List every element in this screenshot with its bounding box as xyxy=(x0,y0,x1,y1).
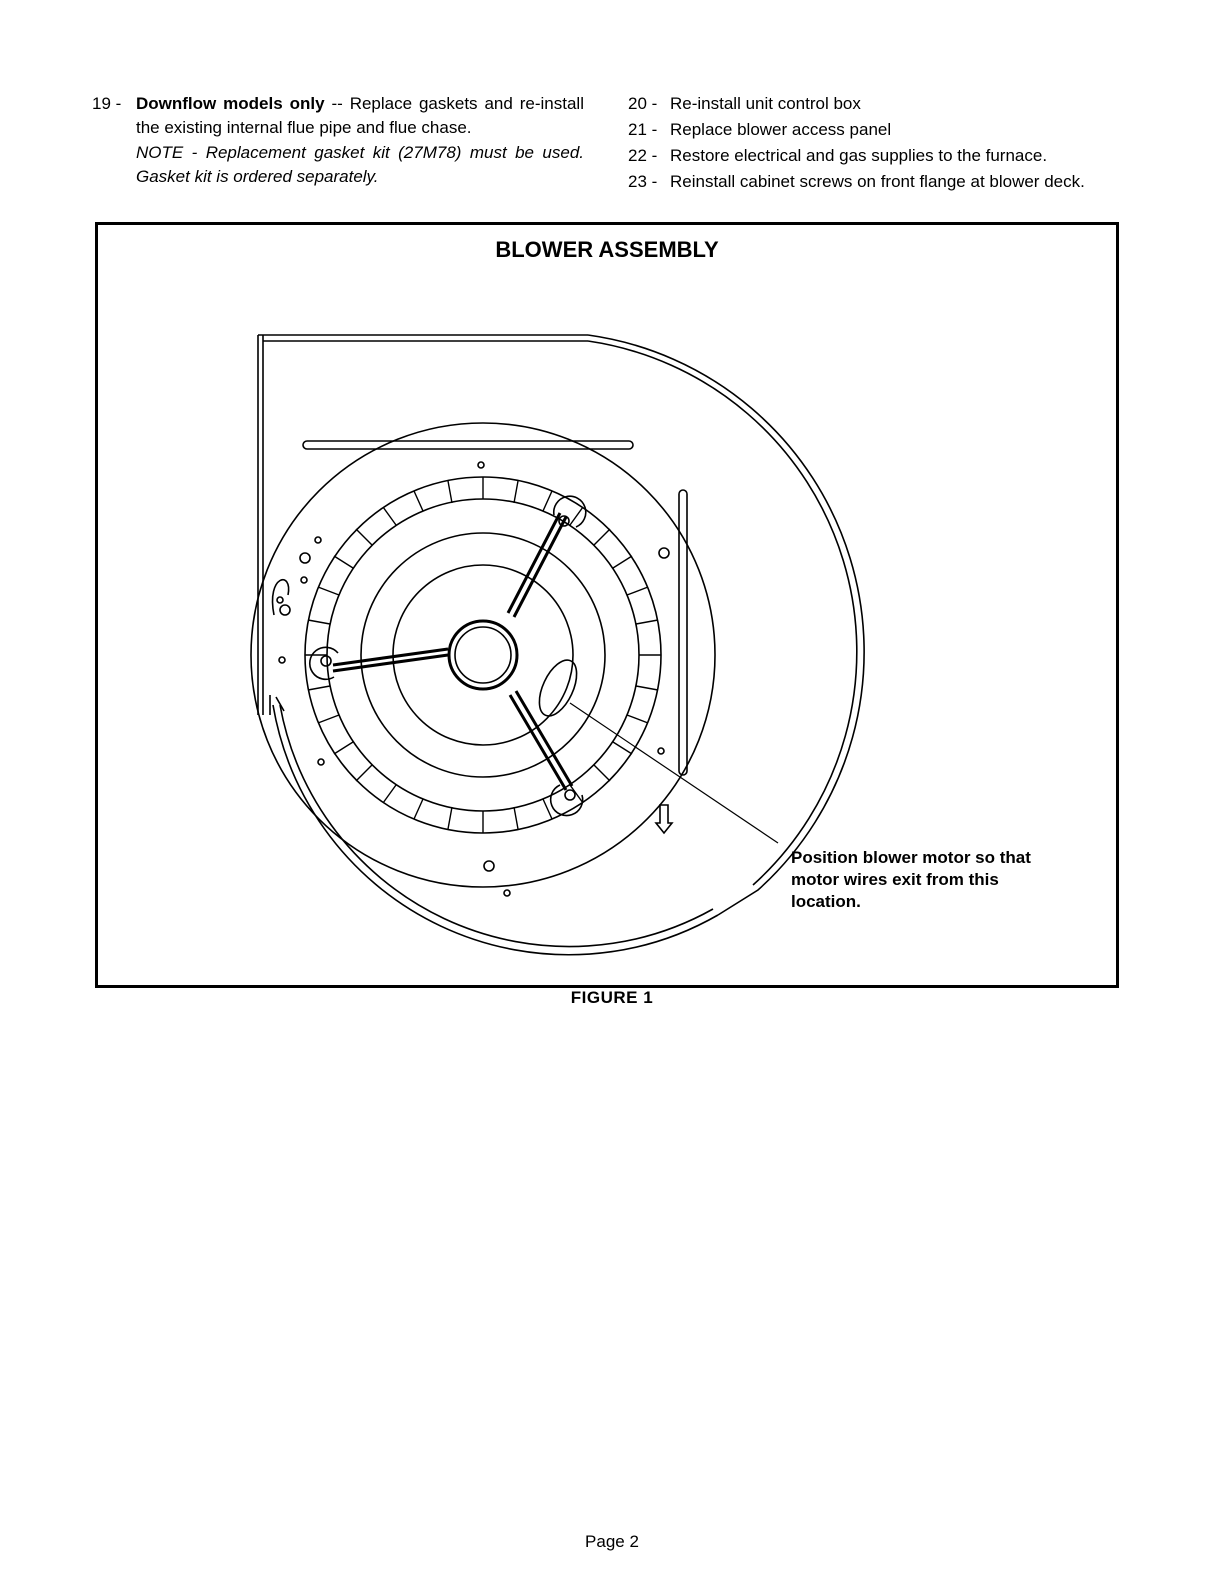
top-slot xyxy=(303,441,633,449)
step-22 xyxy=(628,144,1120,168)
mounting-arm-bottom xyxy=(510,691,572,790)
step-22-text: Restore electrical and gas supplies to the furnace. xyxy=(670,146,1048,165)
fan-blades xyxy=(305,477,661,833)
housing-scroll-inner xyxy=(588,341,857,885)
instructions-right-column xyxy=(628,92,1120,196)
motor-hub-outer xyxy=(449,621,517,689)
housing-lower-curve-inner xyxy=(280,705,713,947)
step-23-text: Reinstall cabinet screws on front flange at blower deck. xyxy=(670,172,1085,191)
motor-ring-mid xyxy=(393,565,573,745)
step-20-text: Re-install unit control box xyxy=(670,94,861,113)
step-19-note: NOTE - Replacement gasket kit (27M78) must be used. Gasket kit is ordered separately. xyxy=(136,143,584,186)
mounting-arm-left xyxy=(333,649,448,671)
step-20 xyxy=(628,92,1120,116)
step-19-number: 19 - xyxy=(92,94,122,113)
figure-box xyxy=(95,222,1119,988)
mounting-arm-top xyxy=(508,513,566,617)
housing-lower-curve xyxy=(273,705,718,955)
step-22-number: 22 - xyxy=(628,146,658,165)
motor-wire-exit xyxy=(532,654,585,721)
wheel-inner-ring xyxy=(327,499,639,811)
wheel-ring xyxy=(305,477,661,833)
step-20-number: 20 - xyxy=(628,94,658,113)
step-19-text: -- Replace gaskets and re-install the existing internal flue pipe and flue chase. xyxy=(136,94,584,137)
step-19-bold-lead: Downflow models only xyxy=(136,94,325,113)
housing-scroll xyxy=(588,335,864,915)
callout-text: Position blower motor so that motor wires exit from this location. xyxy=(791,848,1031,911)
step-19 xyxy=(92,92,584,140)
step-21 xyxy=(628,118,1120,142)
step-21-text: Replace blower access panel xyxy=(670,120,892,139)
motor-hub-inner xyxy=(455,627,511,683)
instructions-left-column xyxy=(92,92,584,189)
page-number: Page 2 xyxy=(585,1532,639,1551)
down-arrow xyxy=(656,805,672,833)
arm-tab-left xyxy=(310,647,338,679)
figure-title: BLOWER ASSEMBLY xyxy=(495,237,719,262)
step-23 xyxy=(628,170,1120,194)
step-23-number: 23 - xyxy=(628,172,658,191)
step-21-number: 21 - xyxy=(628,120,658,139)
figure-caption: FIGURE 1 xyxy=(570,988,654,1007)
